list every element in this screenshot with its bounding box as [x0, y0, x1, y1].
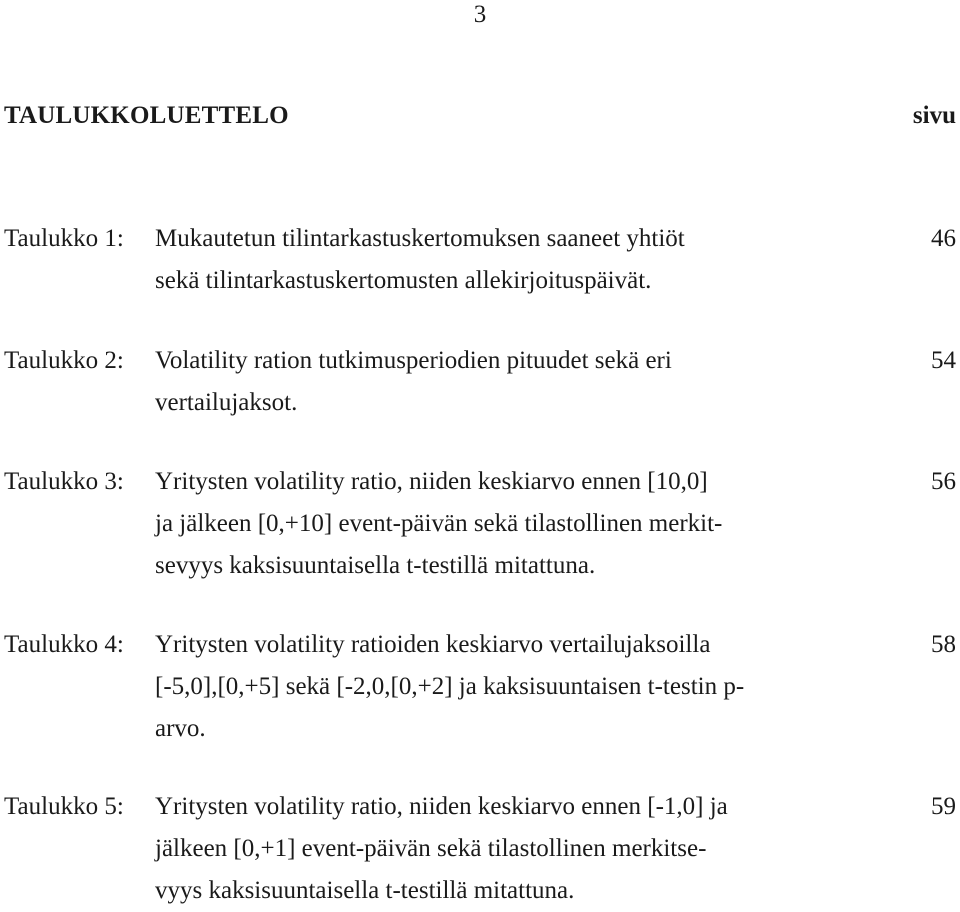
entry-line: Volatility ration tutkimusperiodien pituudet sekä eri — [155, 347, 672, 374]
entry-page-number: 59 — [931, 793, 956, 820]
entry-line: sekä tilintarkastuskertomusten allekirjoituspäivät. — [155, 267, 652, 294]
entry-description — [155, 624, 845, 750]
entry-page-number: 58 — [931, 631, 956, 658]
entry-label: Taulukko 2: — [4, 347, 124, 374]
entry-line: jälkeen [0,+1] event-päivän sekä tilastollinen merkitse- — [155, 835, 707, 862]
entry-description — [155, 218, 845, 302]
entry-label: Taulukko 5: — [4, 793, 124, 820]
list-of-tables-heading — [4, 99, 956, 133]
page-number: 3 — [473, 1, 487, 28]
entry-page-number: 56 — [931, 468, 956, 495]
entry-line: sevyys kaksisuuntaisella t-testillä mitattuna. — [155, 552, 596, 579]
entry-page-number: 46 — [931, 225, 956, 252]
entry-description — [155, 340, 845, 424]
entry-line: Mukautetun tilintarkastuskertomuksen saaneet yhtiöt — [155, 225, 685, 252]
entry-line: Yritysten volatility ratio, niiden keskiarvo ennen [-1,0] ja — [155, 793, 728, 820]
entry-line: vyys kaksisuuntaisella t-testillä mitattuna. — [155, 877, 575, 904]
entry-label: Taulukko 1: — [4, 225, 124, 252]
heading-page-label: sivu — [912, 102, 956, 129]
entry-description — [155, 786, 845, 912]
entry-line: [-5,0],[0,+5] sekä [-2,0,[0,+2] ja kaksisuuntaisen t-testin p- — [155, 673, 745, 700]
entry-label: Taulukko 4: — [4, 631, 124, 658]
entry-line: Yritysten volatility ratio, niiden keskiarvo ennen [10,0] — [155, 468, 708, 495]
entry-line: ja jälkeen [0,+10] event-päivän sekä tilastollinen merkit- — [155, 510, 723, 537]
entry-line: Yritysten volatility ratioiden keskiarvo vertailujaksoilla — [155, 631, 711, 658]
entry-page-number: 54 — [931, 347, 956, 374]
entry-description — [155, 461, 845, 587]
entry-line: arvo. — [155, 715, 206, 742]
entry-label: Taulukko 3: — [4, 468, 124, 495]
heading-title: TAULUKKOLUETTELO — [4, 102, 289, 129]
entry-line: vertailujaksot. — [155, 389, 298, 416]
